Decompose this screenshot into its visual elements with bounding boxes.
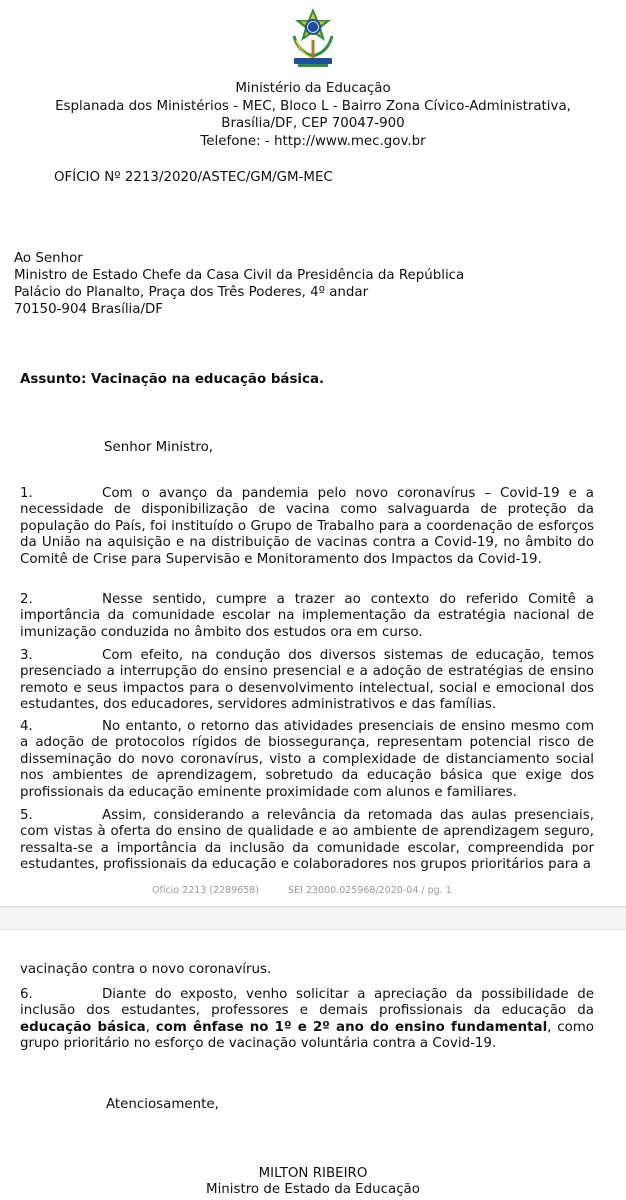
recipient-line-4: 70150-904 Brasília/DF	[14, 302, 164, 317]
recipient-line-2: Ministro de Estado Chefe da Casa Civil da Presidência da República	[14, 268, 465, 283]
page-separator	[0, 906, 626, 930]
brazil-coat-of-arms-icon	[288, 6, 338, 70]
paragraph-2	[20, 592, 594, 641]
paragraph-text: Com efeito, na condução dos diversos sistemas de educação, temos presenciado a interrupção do ensino presencial e a adoção de estratégias de ensino remoto e seus impactos para o desenvolvimento intelectual, social e emocional dos estudantes, dos educadores, servidores administrativos e das famílias.	[20, 648, 594, 713]
signature-block	[0, 1166, 626, 1198]
recipient-block	[14, 250, 464, 318]
paragraph-text: No entanto, o retorno das atividades presenciais de ensino mesmo com a adoção de protocolos rígidos de biossegurança, representam potencial risco de disseminação do novo coronavírus, visto a complexidade de distanciamento social nos ambientes de aprendizagem, sobretudo da educação básica que exige dos profissionais da educação eminente proximidade com alunos e familiares.	[20, 719, 594, 800]
paragraph-text: , como grupo prioritário no esforço de vacinação voluntária contra a Covid-19.	[20, 1019, 594, 1052]
document-reference: OFÍCIO Nº 2213/2020/ASTEC/GM/GM-MEC	[54, 170, 333, 185]
closing: Atenciosamente,	[106, 1097, 219, 1112]
paragraph-text: Com o avanço da pandemia pelo novo coronavírus – Covid-19 e a necessidade de disponibilização de vacina como salvaguarda de proteção da população do País, foi instituído o Grupo de Trabalho para a coordenação de esforços da União na aquisição e na distribuição de vacinas contra a Covid-19, no âmbito do Comitê de Crise para Supervisão e Monitoramento dos Impactos da Covid-19.	[20, 486, 594, 567]
ministry-name: Ministério da Educação	[235, 81, 391, 96]
address-line-2: Brasília/DF, CEP 70047-900	[221, 116, 405, 131]
paragraph-number: 4.	[20, 719, 33, 734]
recipient-line-1: Ao Senhor	[14, 251, 83, 266]
paragraph-4	[20, 719, 594, 801]
paragraph-5	[20, 808, 594, 874]
paragraph-number: 3.	[20, 648, 33, 663]
paragraph-6	[20, 987, 594, 1053]
paragraph-text: ,	[145, 1019, 150, 1035]
paragraph-number: 6.	[20, 987, 33, 1002]
footer-document-id: Ofício 2213 (2289658)	[152, 885, 260, 896]
paragraph-3	[20, 648, 594, 714]
paragraph-number: 5.	[20, 808, 33, 823]
signer-title: Ministro de Estado da Educação	[206, 1182, 420, 1197]
emphasis-grades: com ênfase no 1º e 2º ano do ensino fundamental	[155, 1019, 548, 1035]
paragraph-text: Assim, considerando a relevância da retomada das aulas presenciais, com vistas à oferta do ensino de qualidade e ao ambiente de aprendizagem seguro, ressalta-se a importância da inclusão da comunidade escolar, compreendida por estudantes, profissionais da educação e colaboradores nos grupos prioritários para a	[20, 808, 594, 873]
paragraph-text: Diante do exposto, venho solicitar a apreciação da possibilidade de inclusão dos estudantes, professores e demais profissionais da educação da	[20, 987, 594, 1019]
subject-line: Assunto: Vacinação na educação básica.	[20, 372, 325, 387]
paragraph-number: 2.	[20, 592, 33, 607]
paragraph-number: 1.	[20, 486, 33, 501]
emphasis-basic-education: educação básica	[20, 1019, 146, 1035]
phone-line: Telefone: - http://www.mec.gov.br	[200, 133, 426, 149]
page-footer	[152, 885, 478, 896]
signer-name: MILTON RIBEIRO	[258, 1166, 368, 1181]
footer-sei-number: SEI 23000.025968/2020-04 / pg. 1	[288, 885, 452, 896]
address-line-1: Esplanada dos Ministérios - MEC, Bloco L - Bairro Zona Cívico-Administrativa,	[55, 98, 571, 114]
recipient-line-3: Palácio do Planalto, Praça dos Três Poderes, 4º andar	[14, 285, 369, 300]
paragraph-1	[20, 486, 594, 568]
letterhead	[0, 80, 626, 150]
salutation: Senhor Ministro,	[104, 440, 214, 455]
paragraph-5-continuation: vacinação contra o novo coronavírus.	[20, 962, 272, 977]
paragraph-text: Nesse sentido, cumpre a trazer ao contexto do referido Comitê a importância da comunidade escolar na implementação da estratégia nacional de imunização conduzida no âmbito dos estudos ora em curso.	[20, 592, 594, 640]
